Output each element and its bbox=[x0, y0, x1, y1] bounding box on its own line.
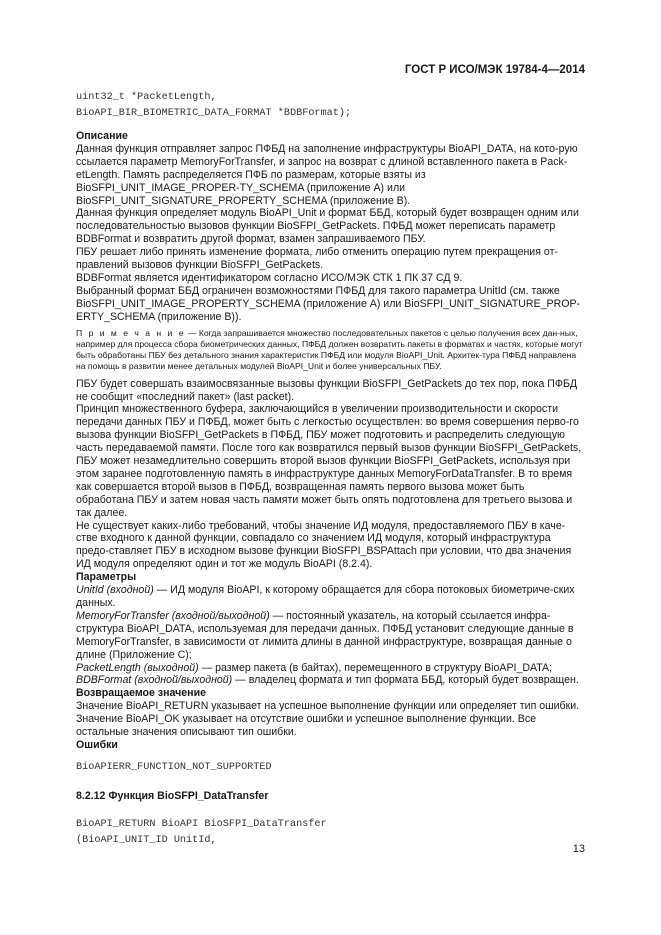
note-label: П р и м е ч а н и е bbox=[76, 327, 186, 338]
parameters-heading: Параметры bbox=[76, 571, 137, 584]
code-line: BioAPI_RETURN BioAPI BioSFPI_DataTransfer bbox=[76, 818, 327, 830]
paragraph: Данная функция отправляет запрос ПФБД на заполнение инфраструктуры BioAPI_DATA, на кото-рую ссылается параметр MemoryForTransfer, и запрос на возврат с длиной вставленного пакета в Pack-etLength. Память распределяется ПФБ по размерам, которые взяты из BioSFPI_UNIT_IMAGE_PROPER-TY_SCHEMA (приложение А) или BioSFPI_UNIT_SIGNATURE_PROPERTY_SCHEMA (приложение В). bbox=[76, 142, 578, 207]
paragraph: Данная функция определяет модуль BioAPI_Unit и формат ББД, который будет возвращен одним или последовательностью вызовов функции BioSFPI_GetPackets. ПФБД может переписать параметр BDBFormat и возвратить другой формат, взамен запрашиваемого ПБУ. bbox=[76, 207, 579, 246]
note bbox=[76, 328, 583, 372]
paragraph: ПБУ будет совершать взаимосвязанные вызовы функции BioSFPI_GetPackets до тех пор, пока ПФБД не сообщит «последний пакет» (last packet). bbox=[76, 377, 578, 403]
paragraph: Не существует каких-либо требований, чтобы значение ИД модуля, предоставляемого ПБУ в каче-стве входного к данной функции, совпадало со значением ИД модуля, который инфраструктура предо-ставляет ПБУ в исходном вызове функции BioSFPI_BSPAttach при условии, что два значения ИД модуля определяют один и тот же модуль BioAPI (8.2.4). bbox=[76, 519, 572, 571]
parameter-text: — постоянный указатель, на который ссылается инфра-структура BioAPI_DATA, используемая для передачи данных. ПФБД установит следующие данные в MemoryForTransfer, в зависимости от лимита длины в данной инфраструктуре, возвращая данные о длине (Приложение С); bbox=[76, 609, 574, 661]
parameter-name: MemoryForTransfer (входной/выходной) bbox=[76, 609, 270, 622]
code-block-bottom bbox=[76, 817, 583, 849]
errors-heading: Ошибки bbox=[76, 738, 118, 751]
paragraph: BDBFormat является идентификатором согласно ИСО/МЭК СТК 1 ПК 37 СД 9. bbox=[76, 271, 463, 284]
page-number: 13 bbox=[572, 843, 585, 855]
parameter-text: — размер пакета (в байтах), перемещенного в структуру BioAPI_DATA; bbox=[198, 661, 552, 674]
code-block-top bbox=[76, 90, 583, 122]
parameter-item bbox=[76, 610, 583, 662]
parameter-item bbox=[76, 674, 583, 687]
parameter-name: PacketLength (выходной) bbox=[76, 661, 199, 674]
parameter-item bbox=[76, 584, 583, 610]
page-content bbox=[76, 90, 583, 849]
return-value-heading: Возвращаемое значение bbox=[76, 687, 206, 700]
paragraph: Принцип множественного буфера, заключающийся в увеличении производительности и скорости передачи данных ПБУ и ПФБД, может быть с легкостью осуществлен: во время совершения перво-го вызова функции BioSFPI_GetPackets в ПФБД, ПБУ может подготовить и распределить следующую часть передаваемой памяти. После того как возвратился первый вызов функции BioSFPI_GetPackets, ПБУ может незамедлительно совершить второй вызов функции BioSFPI_GetPackets, используя при этом заранее подготовленную память в инфраструктуре данных MemoryForDataTransfer. В то время как совершается второй вызов в ПФБД, возвращенная память первого вызова может быть обработана ПБУ и затем новая часть памяти может быть опять подготовлена для третьего вызова и так далее. bbox=[76, 403, 582, 519]
parameter-item bbox=[76, 662, 583, 675]
document-header: ГОСТ Р ИСО/МЭК 19784-4—2014 bbox=[404, 64, 585, 76]
paragraph: Выбранный формат ББД ограничен возможностями ПФБД для такого параметра UnitId (см. также BioSFPI_UNIT_IMAGE_PROPERTY_SCHEMA (приложение А) или BioSFPI_UNIT_SIGNATURE_PROP-ERTY_SCHEMA (приложение В)). bbox=[76, 284, 581, 323]
paragraph: ПБУ решает либо принять изменение формата, либо отменить операцию путем прекращения от-правлений вызовов функции BioSFPI_GetPackets. bbox=[76, 246, 558, 272]
parameter-name: BDBFormat (входной/выходной) bbox=[76, 674, 233, 687]
parameter-name: UnitId (входной) bbox=[76, 584, 154, 597]
code-line: (BioAPI_UNIT_ID UnitId, bbox=[76, 834, 217, 846]
error-code: BioAPIERR_FUNCTION_NOT_SUPPORTED bbox=[76, 761, 272, 773]
parameter-text: — владелец формата и тип формата ББД, который будет возвращен. bbox=[232, 674, 579, 687]
note-text: — Когда запрашивается множество последовательных пакетов с целью получения всех дан-ных, например для процесса сбора биометрических данных, ПФБД должен возвратить пакеты в форматах и частях, которые могут быть обработаны ПБУ без детального знания характеристик ПФБД или модуля BioAPI_Unit. Архитек-тура ПФБД направлена на помощь в развитии менее детальных модулей BioAPI_Unit и более универсальных ПБУ. bbox=[76, 327, 583, 371]
section-heading: 8.2.12 Функция BioSFPI_DataTransfer bbox=[76, 789, 269, 802]
code-line: BioAPI_BIR_BIOMETRIC_DATA_FORMAT *BDBFormat); bbox=[76, 108, 352, 119]
paragraph: Значение BioAPI_RETURN указывает на успешное выполнение функции или определяет тип ошибки. Значение BioAPI_OK указывает на отсутствие ошибки и успешное выполнение функции. Все остальные значения описывают тип ошибки. bbox=[76, 700, 580, 739]
code-line: uint32_t *PacketLength, bbox=[76, 92, 217, 103]
description-heading: Описание bbox=[76, 130, 128, 142]
parameter-text: — ИД модуля BioAPI, к которому обращается для сбора потоковых биометриче-ских данных. bbox=[76, 584, 575, 609]
